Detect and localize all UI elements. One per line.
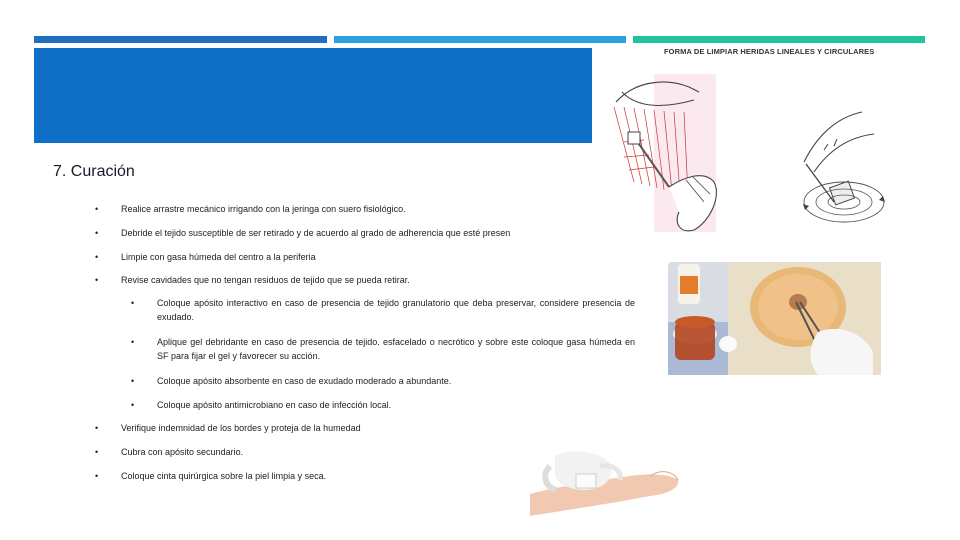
- sub-bullet-item: [131, 296, 635, 324]
- wound-debridement-photo: [668, 262, 881, 375]
- accent-bar-middle: [334, 36, 626, 43]
- bullet-text: Limpie con gasa húmeda del centro a la periferia: [121, 252, 316, 262]
- bullet-item: [95, 445, 521, 459]
- section-title: 7. Curación: [53, 163, 135, 180]
- sub-bullet-text: Coloque apósito absorbente en caso de exudado moderado a abundante.: [157, 376, 452, 386]
- bullet-item: [95, 273, 591, 287]
- bullet-marker: •: [95, 447, 99, 457]
- gauze-application-photo: [530, 446, 681, 523]
- sub-bullet-item: [131, 335, 635, 363]
- bullet-marker: •: [131, 376, 135, 386]
- bullet-text: Coloque cinta quirúrgica sobre la piel limpia y seca.: [121, 471, 327, 481]
- wound-cleaning-illustration: [594, 62, 894, 240]
- accent-bar-right: [633, 36, 925, 43]
- bullet-marker: •: [131, 298, 135, 308]
- bullet-marker: •: [95, 204, 99, 214]
- bullet-text: Verifique indemnidad de los bordes y proteja de la humedad: [121, 423, 361, 433]
- bullet-marker: •: [95, 228, 99, 238]
- bullet-text: Debride el tejido susceptible de ser retirado y de acuerdo al grado de adherencia que esté presen: [121, 228, 511, 238]
- sub-bullet-text: Aplique gel debridante en caso de presencia de tejido. esfacelado o necrótico y sobre este coloque gasa húmeda en SF para fijar el gel y favorecer su acción.: [157, 337, 635, 361]
- bullet-item: [95, 250, 591, 264]
- bullet-text: Cubra con apósito secundario.: [121, 447, 244, 457]
- bullet-marker: •: [95, 252, 99, 262]
- bullet-marker: •: [95, 423, 99, 433]
- bullet-item: [95, 226, 591, 240]
- bullet-item: [95, 469, 521, 483]
- bullet-text: Realice arrastre mecánico irrigando con la jeringa con suero fisiológico.: [121, 204, 406, 214]
- bullet-marker: •: [95, 471, 99, 481]
- sub-bullet-text: Coloque apósito antimicrobiano en caso de infección local.: [157, 400, 392, 410]
- bullet-marker: •: [131, 400, 135, 410]
- bullet-item: [95, 202, 591, 216]
- bullet-text: Revise cavidades que no tengan residuos de tejido que se pueda retirar.: [121, 275, 410, 285]
- sub-bullet-text: Coloque apósito interactivo en caso de presencia de tejido granulatorio que deba preservar, considere presencia de exudado.: [157, 298, 635, 322]
- bullet-marker: •: [95, 275, 99, 285]
- accent-bar-left: [34, 36, 327, 43]
- sub-bullet-item: [131, 398, 635, 412]
- bullet-item: [95, 421, 541, 435]
- figure-caption: FORMA DE LIMPIAR HERIDAS LINEALES Y CIRCULARES: [664, 47, 875, 56]
- sub-bullet-item: [131, 374, 635, 388]
- title-block: [34, 48, 592, 143]
- bullet-marker: •: [131, 337, 135, 347]
